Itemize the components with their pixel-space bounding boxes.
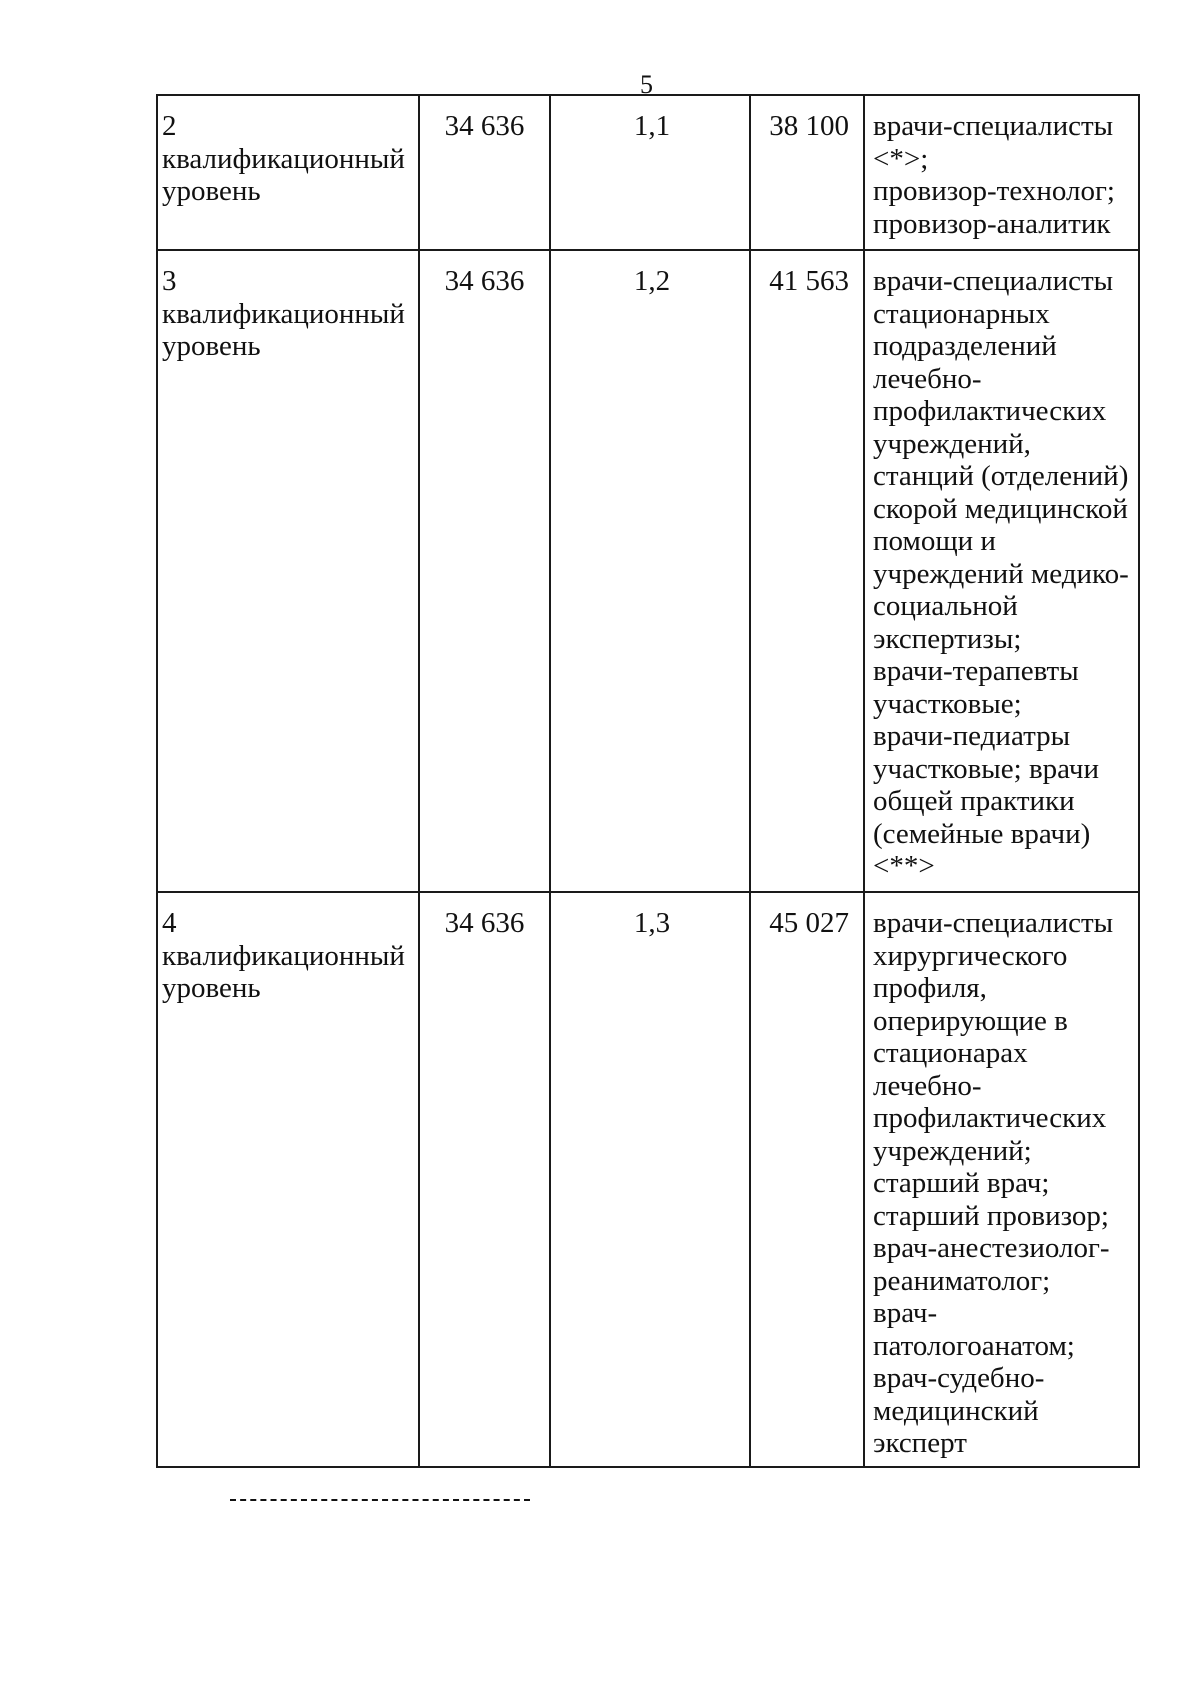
position-line: старший врач;	[873, 1167, 1050, 1199]
position-line: учреждений,	[873, 427, 1031, 460]
position-line: лечебно-	[873, 362, 982, 395]
position-line: врач-	[873, 1297, 938, 1329]
position-line: врач-анестезиолог-	[873, 1232, 1110, 1264]
position-line: участковые; врачи	[873, 752, 1099, 785]
position-line: врачи-специалисты	[873, 110, 1114, 142]
salary: 45 027	[769, 907, 849, 939]
level-text: квалификационный	[162, 939, 405, 972]
position-line: оперирующие в	[873, 1004, 1068, 1037]
page-number: 5	[640, 70, 653, 99]
position-line: стационарах	[873, 1037, 1028, 1069]
base-salary: 34 636	[444, 110, 525, 142]
level-number: 3	[162, 265, 177, 297]
position-line: хирургического	[873, 939, 1068, 972]
position-line: врачи-специалисты	[873, 265, 1114, 297]
level-number: 4	[162, 907, 177, 939]
qualification-level-cell	[157, 892, 419, 1467]
position-line: профилактических	[873, 395, 1107, 427]
level-number: 2	[162, 110, 177, 142]
base-salary-cell	[419, 250, 550, 892]
position-line: <*>;	[873, 142, 929, 175]
salary-cell	[750, 250, 864, 892]
salary-cell	[750, 95, 864, 250]
position-line: провизор-технолог;	[873, 175, 1115, 207]
position-line: социальной	[873, 590, 1018, 622]
coefficient-cell	[550, 250, 750, 892]
base-salary-cell	[419, 892, 550, 1467]
level-text: уровень	[162, 175, 261, 207]
position-line: подразделений	[873, 330, 1057, 362]
coefficient-cell	[550, 95, 750, 250]
coefficient: 1,3	[633, 907, 671, 939]
table-row	[157, 250, 1139, 892]
position-line: (семейные врачи)	[873, 817, 1091, 850]
table-row	[157, 95, 1139, 250]
level-text: уровень	[162, 972, 261, 1004]
position-line: общей практики	[873, 785, 1075, 817]
qualification-level-cell	[157, 95, 419, 250]
position-line: старший провизор;	[873, 1199, 1109, 1232]
base-salary-cell	[419, 95, 550, 250]
positions-cell	[864, 892, 1139, 1467]
position-line: патологоанатом;	[873, 1329, 1075, 1362]
salary: 41 563	[769, 265, 849, 297]
position-line: экспертизы;	[873, 622, 1022, 655]
positions-cell	[864, 250, 1139, 892]
footnote-separator	[230, 1499, 530, 1501]
position-line: стационарных	[873, 297, 1050, 330]
coefficient: 1,1	[633, 110, 671, 142]
coefficient: 1,2	[633, 265, 671, 297]
base-salary: 34 636	[444, 265, 525, 297]
position-line: <**>	[873, 850, 935, 882]
position-line: помощи и	[873, 525, 996, 557]
salary-cell	[750, 892, 864, 1467]
position-line: лечебно-	[873, 1069, 982, 1102]
position-line: учреждений;	[873, 1134, 1032, 1167]
positions-cell	[864, 95, 1139, 250]
base-salary: 34 636	[444, 907, 525, 939]
position-line: врачи-педиатры	[873, 720, 1071, 752]
level-text: квалификационный	[162, 297, 405, 330]
salary: 38 100	[769, 110, 849, 142]
table-row	[157, 892, 1139, 1467]
coefficient-cell	[550, 892, 750, 1467]
position-line: эксперт	[873, 1427, 967, 1459]
qualification-level-cell	[157, 250, 419, 892]
level-text: квалификационный	[162, 142, 405, 175]
position-line: врачи-терапевты	[873, 655, 1079, 687]
position-line: участковые;	[873, 687, 1022, 720]
position-line: станций (отделений)	[873, 460, 1129, 492]
position-line: профиля,	[873, 972, 987, 1004]
position-line: учреждений медико-	[873, 557, 1129, 590]
position-line: реаниматолог;	[873, 1264, 1051, 1297]
qualification-table	[156, 94, 1140, 1468]
level-text: уровень	[162, 330, 261, 362]
position-line: провизор-аналитик	[873, 207, 1111, 240]
position-line: скорой медицинской	[873, 492, 1128, 525]
position-line: врачи-специалисты	[873, 907, 1114, 939]
position-line: медицинский	[873, 1394, 1039, 1427]
position-line: профилактических	[873, 1102, 1107, 1134]
position-line: врач-судебно-	[873, 1362, 1045, 1394]
